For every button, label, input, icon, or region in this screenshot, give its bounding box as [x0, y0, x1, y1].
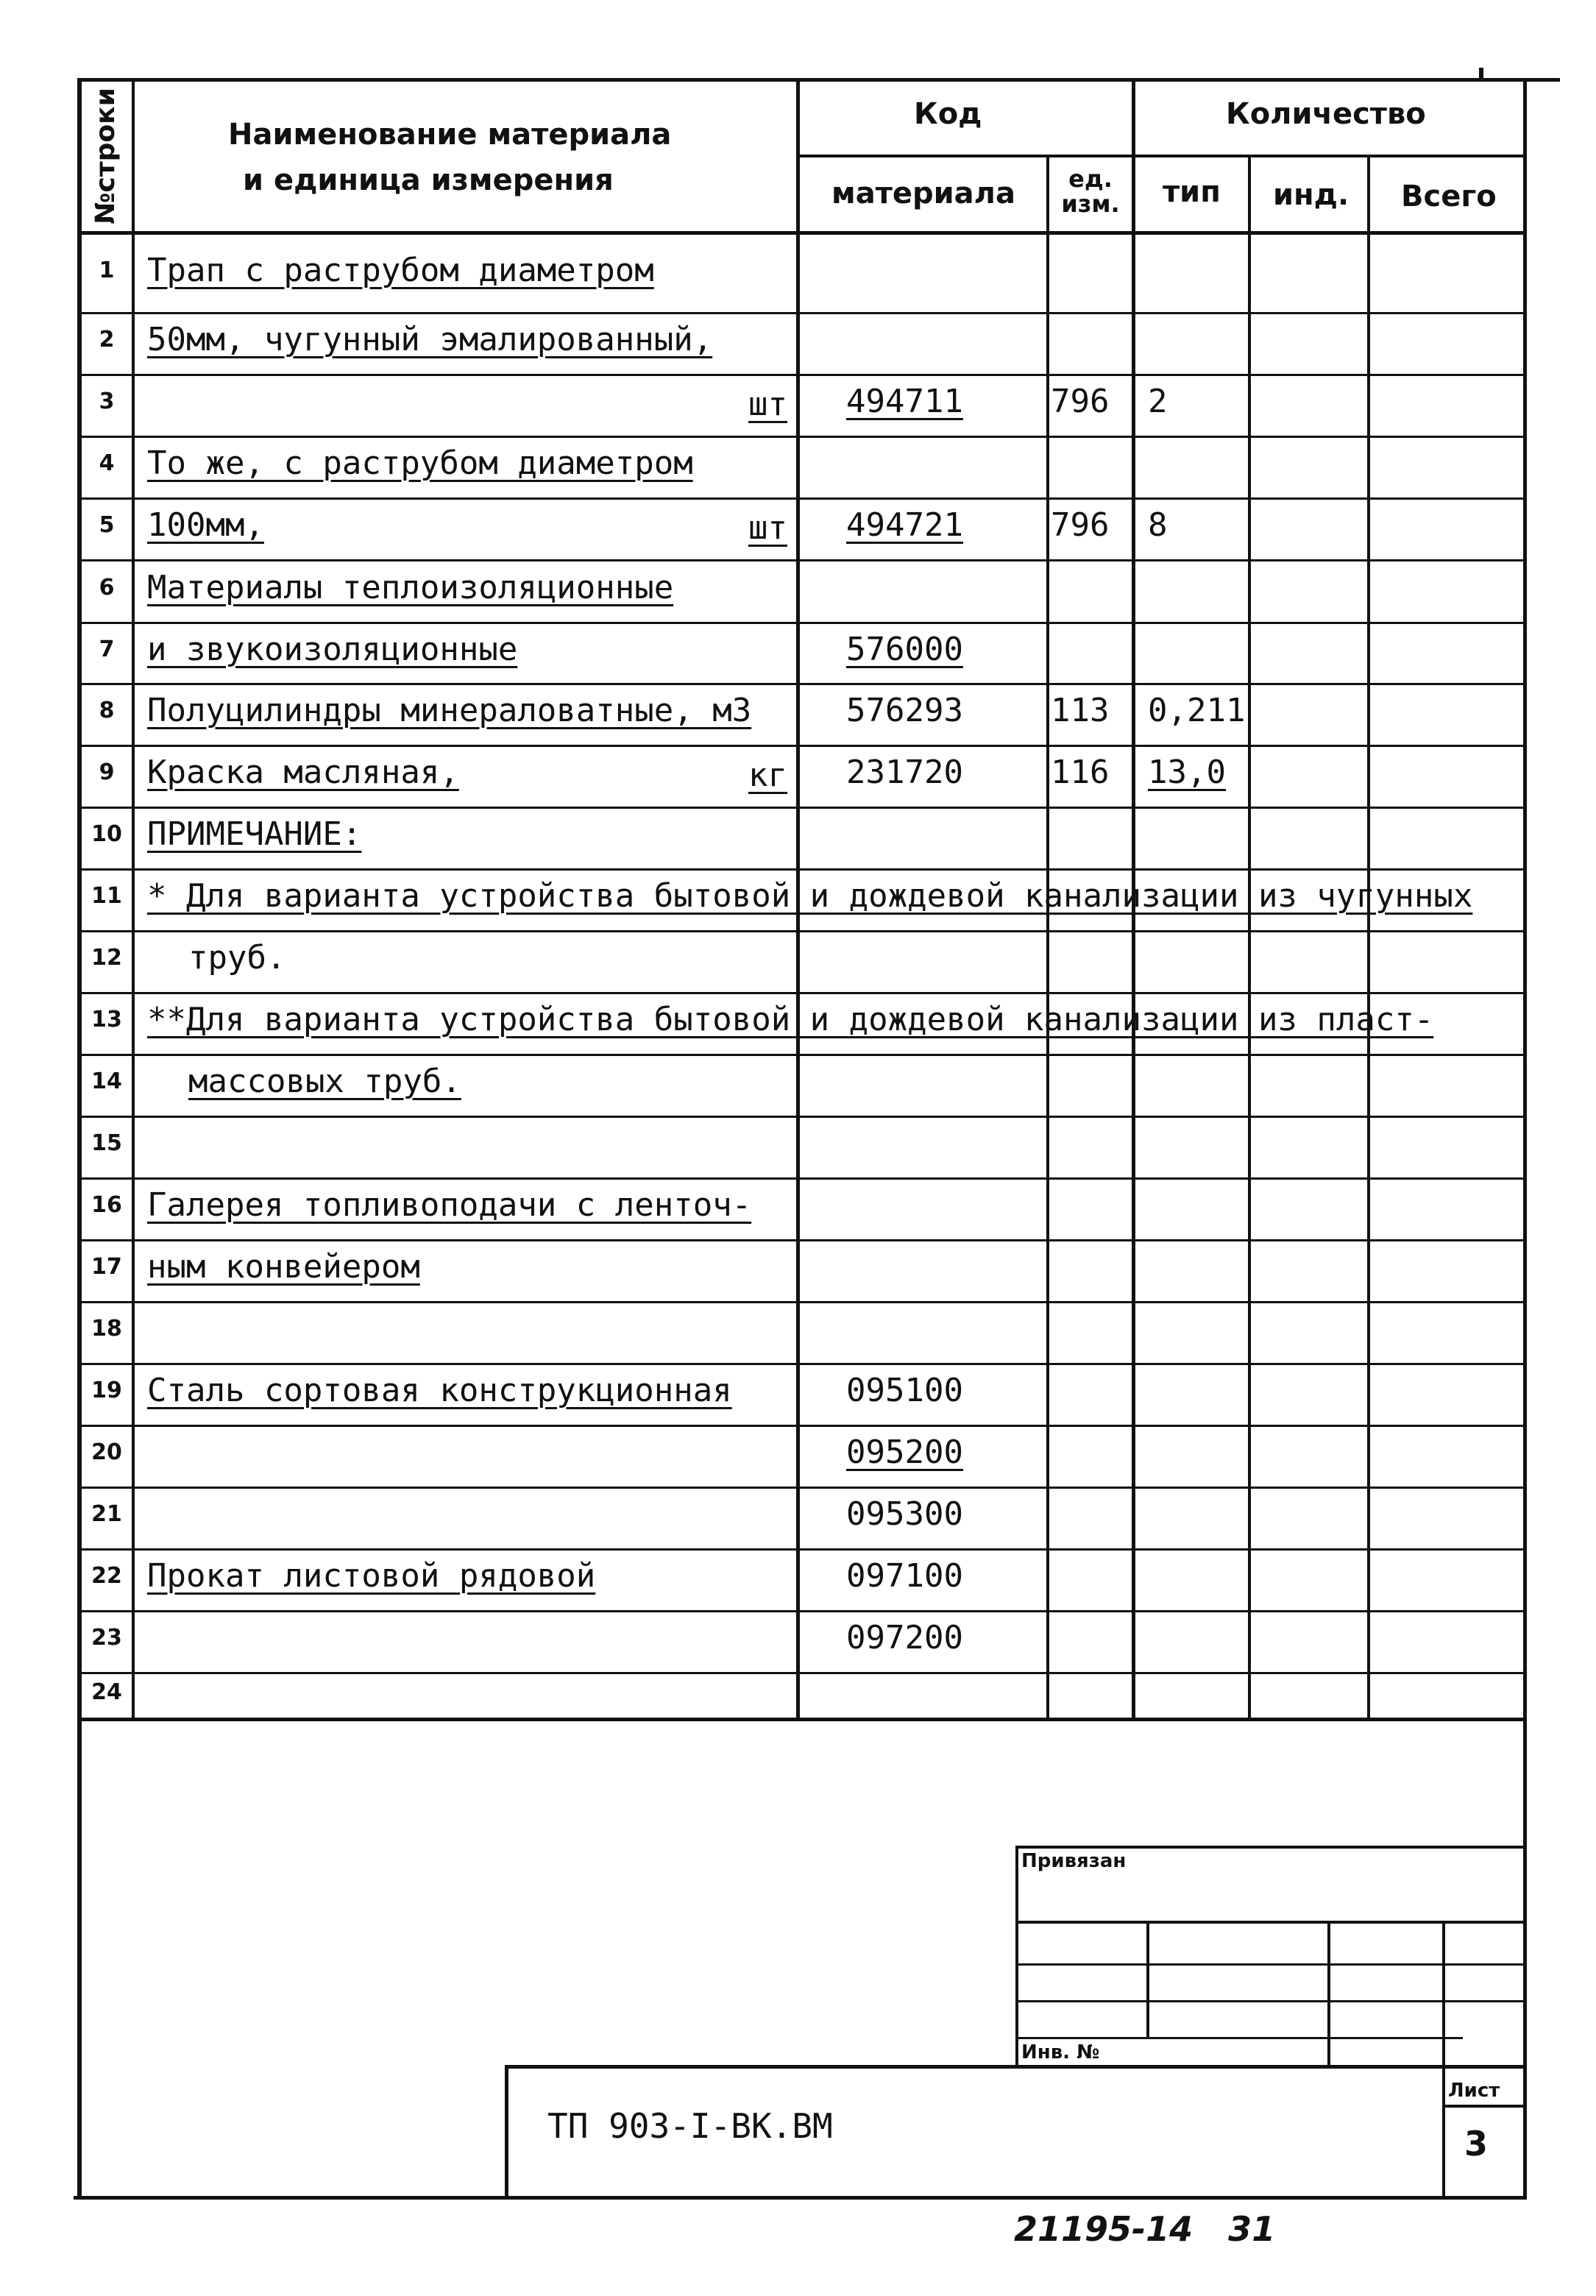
table-row: [0, 1177, 1596, 1239]
row-number: 19: [91, 1378, 122, 1403]
row-material-code: 095200: [846, 1434, 963, 1471]
row-material-name: Материалы теплоизоляционные: [147, 568, 674, 606]
row-number: 9: [99, 759, 115, 785]
stamp-line-3: [1015, 2000, 1527, 2002]
stamp-box-top: [1015, 1846, 1527, 1849]
row-material-code: 231720: [846, 754, 963, 791]
row-material-name: Прокат листовой рядовой: [147, 1557, 596, 1595]
row-material-name: Сталь сортовая конструкционная: [147, 1372, 732, 1409]
table-row: [0, 868, 1596, 930]
row-unit-code: 796: [1051, 506, 1110, 544]
row-material-code: 494721: [846, 506, 963, 544]
code-header: Код: [914, 97, 982, 131]
stamp-line-1: [1015, 1921, 1527, 1924]
row-material-name: То же, с раструбом диаметром: [147, 444, 693, 482]
row-number: 14: [91, 1069, 122, 1094]
row-material-name: ным конвейером: [147, 1248, 420, 1286]
table-row: [0, 622, 1596, 683]
row-number: 16: [91, 1192, 122, 1218]
frame-top-line: [77, 78, 1560, 82]
row-number: 10: [91, 821, 122, 847]
code-material-header: материала: [831, 177, 1015, 210]
table-row: [0, 374, 1596, 436]
row-number: 22: [91, 1563, 122, 1589]
row-material-code: 576000: [846, 630, 963, 668]
table-row: [0, 745, 1596, 807]
row-number-header: №строки: [91, 88, 121, 224]
sheet-label-line: [1442, 2105, 1527, 2108]
stamp-line-2: [1015, 1963, 1527, 1966]
bound-label: Привязан: [1021, 1850, 1127, 1872]
stamp-line-4: [1015, 2037, 1463, 2039]
row-material-name: Трап с раструбом диаметром: [147, 251, 654, 289]
row-unit: кг: [748, 757, 787, 794]
quantity-header: Количество: [1226, 97, 1426, 131]
table-row: [0, 1116, 1596, 1177]
row-number: 7: [99, 636, 115, 662]
table-row: [0, 312, 1596, 374]
row-unit: шт: [748, 386, 787, 423]
name-header-line2: и единица измерения: [243, 163, 614, 197]
row-number: 15: [91, 1130, 122, 1156]
row-qty-type: 2: [1148, 383, 1168, 420]
sheet-label: Лист: [1448, 2080, 1500, 2102]
row-qty-type: 13,0: [1148, 754, 1226, 791]
table-row: [0, 235, 1596, 312]
row-material-name: массовых труб.: [188, 1063, 461, 1100]
qty-total-header: Всего: [1401, 180, 1497, 213]
row-material-code: 494711: [846, 383, 963, 420]
stamp-col-2: [1327, 1921, 1330, 2068]
row-material-code: 576293: [846, 692, 963, 729]
inv-no-label: Инв. №: [1021, 2041, 1100, 2063]
row-unit-code: 116: [1051, 754, 1110, 791]
handwritten-footer-note: 21195-14 31: [1014, 2209, 1276, 2249]
row-material-name: и звукоизоляционные: [147, 630, 518, 668]
header-mid-line: [796, 155, 1527, 157]
row-unit: шт: [748, 509, 787, 547]
table-row: [0, 559, 1596, 622]
mark-top-right: [1479, 68, 1483, 78]
row-number: 21: [91, 1501, 122, 1527]
row-number: 11: [91, 883, 122, 909]
table-row: [0, 683, 1596, 745]
qty-ind-header: инд.: [1273, 178, 1349, 212]
table-row: [0, 436, 1596, 497]
row-number: 5: [99, 512, 115, 538]
row-material-name: Галерея топливоподачи с ленточ-: [147, 1186, 752, 1224]
row-qty-type: 0,211: [1148, 692, 1246, 729]
table-row: [0, 1610, 1596, 1672]
table-row: [0, 1301, 1596, 1363]
row-number: 4: [99, 450, 115, 476]
table-row: [0, 1239, 1596, 1301]
row-material-name: труб.: [188, 939, 286, 977]
row-material-name: * Для варианта устройства бытовой и дождевой канализации из чугунных: [147, 877, 1473, 915]
table-row: [0, 1548, 1596, 1610]
table-row: [0, 497, 1596, 559]
row-material-name: ПРИМЕЧАНИЕ:: [147, 815, 362, 853]
table-row: [0, 992, 1596, 1054]
row-number: 12: [91, 945, 122, 971]
row-material-name: **Для варианта устройства бытовой и дождевой канализации из пласт-: [147, 1001, 1434, 1038]
row-material-code: 097200: [846, 1619, 963, 1657]
row-number: 20: [91, 1439, 122, 1465]
row-material-name: 50мм, чугунный эмалированный,: [147, 321, 713, 358]
row-number: 1: [99, 257, 115, 283]
row-number: 3: [99, 389, 115, 414]
code-unit-header: ед. изм.: [1061, 165, 1120, 218]
stamp-col-1: [1146, 1921, 1149, 2038]
row-qty-type: 8: [1148, 506, 1168, 544]
row-material-name: Полуцилиндры минераловатные, м3: [147, 692, 752, 729]
table-row: [0, 1425, 1596, 1487]
row-material-code: 095100: [846, 1372, 963, 1409]
document-designation: ТП 903-I-ВК.ВМ: [547, 2106, 833, 2146]
row-unit-code: 113: [1051, 692, 1110, 729]
sheet-number: 3: [1464, 2124, 1489, 2164]
table-row: [0, 930, 1596, 992]
title-block-left: [505, 2065, 508, 2199]
row-number: 13: [91, 1007, 122, 1032]
frame-bottom-line: [74, 2196, 1527, 2200]
table-row: [0, 1363, 1596, 1425]
name-header-line1: Наименование материала: [228, 118, 672, 152]
table-row: [0, 1672, 1596, 1719]
table-row: [0, 1487, 1596, 1548]
row-number: 6: [99, 574, 115, 600]
row-number: 18: [91, 1316, 122, 1342]
row-material-code: 095300: [846, 1495, 963, 1533]
table-row: [0, 1054, 1596, 1116]
row-number: 2: [99, 327, 115, 352]
row-material-code: 097100: [846, 1557, 963, 1595]
table-row: [0, 807, 1596, 868]
stamp-box-left: [1015, 1846, 1018, 2066]
row-number: 24: [91, 1679, 122, 1705]
row-number: 8: [99, 698, 115, 723]
row-material-name: Краска масляная,: [147, 754, 459, 791]
row-number: 17: [91, 1254, 122, 1280]
title-block-top: [505, 2065, 1527, 2069]
row-number: 23: [91, 1625, 122, 1651]
qty-type-header: тип: [1163, 175, 1221, 209]
row-unit-code: 796: [1051, 383, 1110, 420]
row-material-name: 100мм,: [147, 506, 264, 544]
stamp-col-3: [1442, 1921, 1445, 2197]
